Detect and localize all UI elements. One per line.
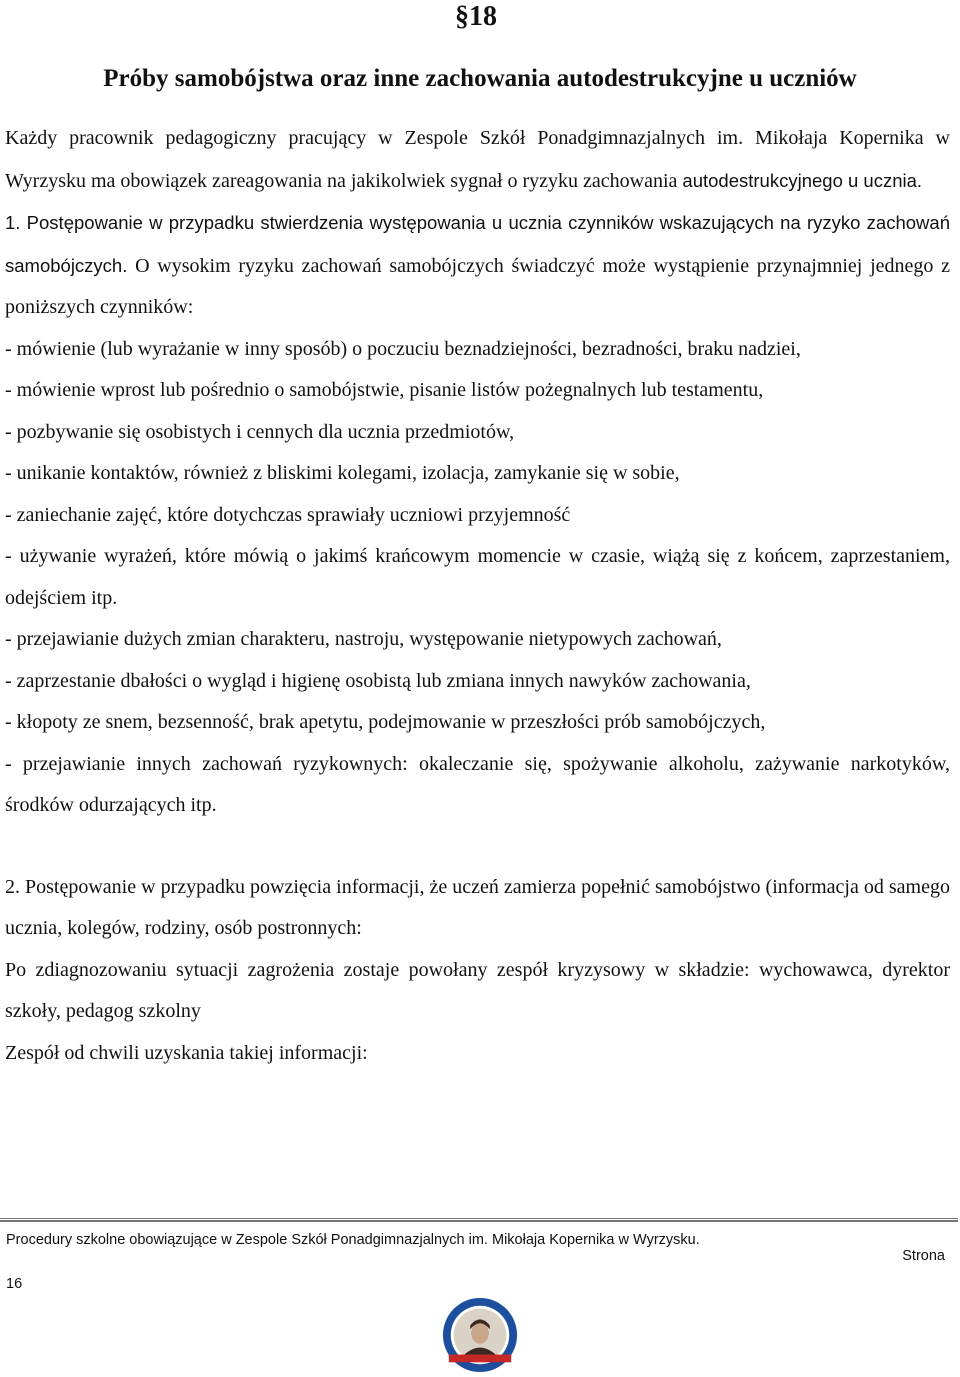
document-body: [5, 118, 950, 1074]
team-paragraph: Po zdiagnozowaniu sytuacji zagrożenia zostaje powołany zespół kryzysowy w składzie: wychowawca, dyrektor szkoły, pedagog szkolny: [5, 958, 950, 1022]
list-item: - unikanie kontaktów, również z bliskimi kolegami, izolacja, zamykanie się w sobie,: [5, 462, 680, 484]
list-item: - mówienie wprost lub pośrednio o samobójstwie, pisanie listów pożegnalnych lub testamentu,: [5, 379, 764, 401]
paragraph-spacer: [5, 827, 950, 867]
intro-text-end: autodestrukcyjnego u ucznia.: [682, 169, 923, 191]
point-1-text: O wysokim ryzyku zachowań samobójczych świadczyć może wystąpienie przynajmniej jednego z poniższych czynników:: [5, 254, 950, 318]
footer-page-label: Strona: [902, 1248, 945, 1264]
team-action-lead: Zespół od chwili uzyskania takiej informacji:: [5, 1041, 368, 1064]
list-item: - zaniechanie zajęć, które dotychczas sprawiały uczniowi przyjemność: [5, 503, 571, 526]
list-item: - przejawianie innych zachowań ryzykownych: okaleczanie się, spożywanie alkoholu, zażywanie narkotyków, środków odurzających itp.: [5, 752, 950, 816]
list-item: - używanie wyrażeń, które mówią o jakimś krańcowym momencie w czasie, wiążą się z końcem, zaprzestaniem, odejściem itp.: [5, 545, 950, 609]
footer-rule: [0, 1218, 958, 1222]
point-2-paragraph: 2. Postępowanie w przypadku powzięcia informacji, że uczeń zamierza popełnić samobójstwo (informacja od samego ucznia, kolegów, rodziny, osób postronnych:: [5, 875, 950, 939]
point-1-heading: 1. Postępowanie w przypadku stwierdzenia występowania u ucznia czynników wskazujących na ryzyko zachowań samobójczych.: [5, 212, 950, 276]
list-item: - mówienie (lub wyrażanie w inny sposób) o poczuciu beznadziejności, bezradności, braku nadziei,: [5, 337, 801, 360]
page-title: Próby samobójstwa oraz inne zachowania autodestrukcyjne u uczniów: [103, 65, 857, 92]
section-number: §18: [455, 1, 497, 32]
list-item: - kłopoty ze snem, bezsenność, brak apetytu, podejmowanie w przeszłości prób samobójczych,: [5, 711, 766, 733]
footer-page-number: 16: [6, 1276, 23, 1292]
school-logo-icon: [441, 1296, 519, 1374]
footer-text: Procedury szkolne obowiązujące w Zespole Szkół Ponadgimnazjalnych im. Mikołaja Kopernika w Wyrzysku.: [6, 1232, 700, 1248]
point-1-paragraph: [5, 202, 950, 329]
list-item: - przejawianie dużych zmian charakteru, nastroju, występowanie nietypowych zachowań,: [5, 628, 722, 650]
list-item: - zaprzestanie dbałości o wygląd i higienę osobistą lub zmiana innych nawyków zachowania,: [5, 669, 751, 692]
list-item: - pozbywanie się osobistych i cennych dla ucznia przedmiotów,: [5, 420, 515, 443]
intro-text: Każdy pracownik pedagogiczny pracujący w Zespole Szkół Ponadgimnazjalnych im. Mikołaja Kopernika w Wyrzysku ma obowiązek zareagowania na jakikolwiek sygnał o ryzyku zachowania: [5, 127, 950, 192]
intro-paragraph: [5, 118, 950, 202]
